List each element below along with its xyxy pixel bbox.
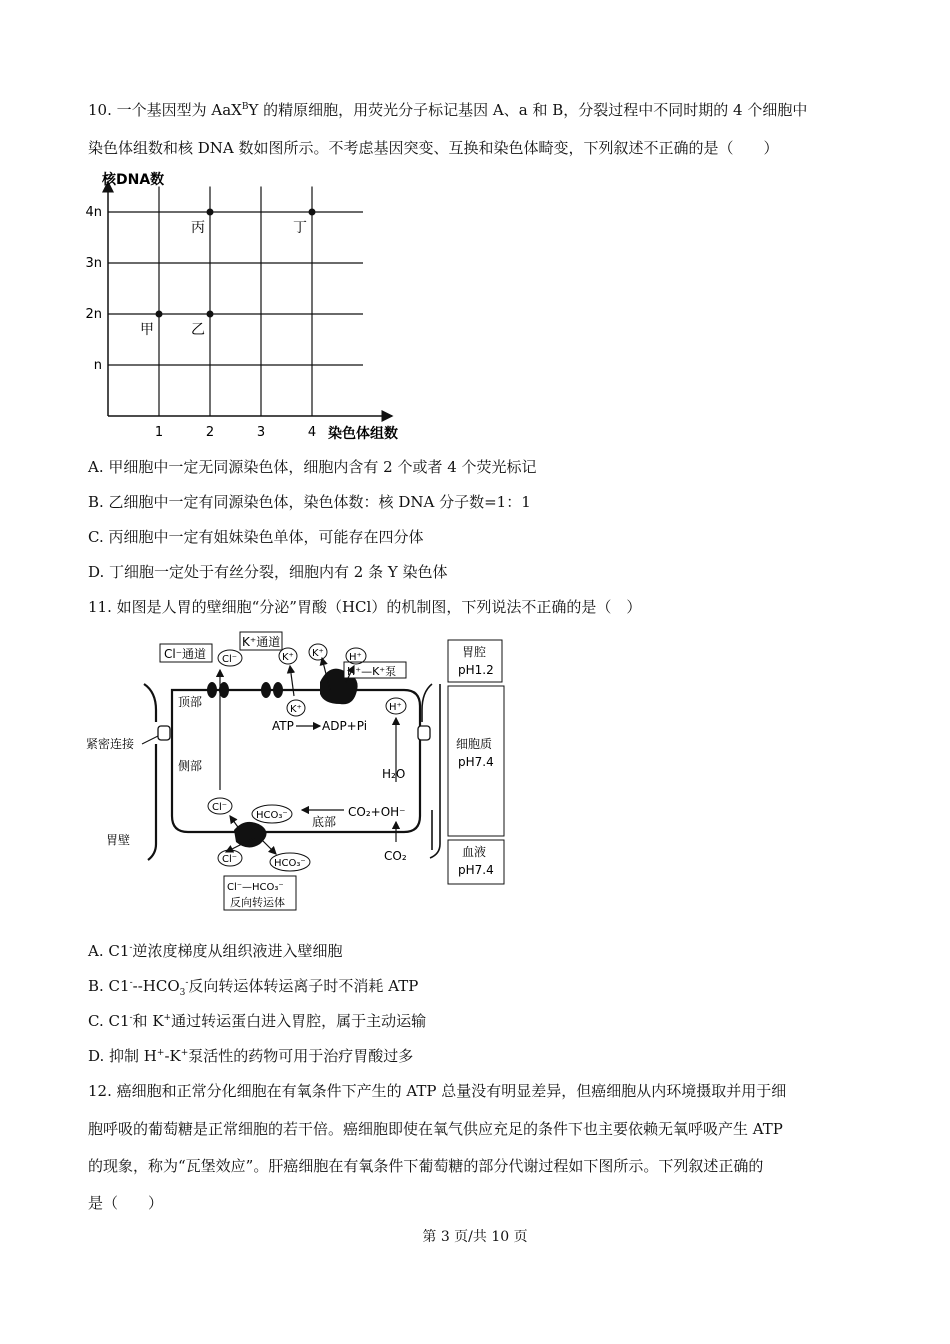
k-channel-label: K⁺通道 <box>242 635 281 649</box>
antiporter-label-2: 反向转运体 <box>230 896 285 909</box>
x-tick-label: 3 <box>256 425 266 440</box>
point-label: 甲 <box>140 322 154 338</box>
q11-option-a: A. C1-逆浓度梯度从组织液进入壁细胞 <box>88 942 343 960</box>
tight-junction-left <box>158 726 170 740</box>
y-tick-label: 4n <box>85 205 102 220</box>
q12-stem-line1: 12. 癌细胞和正常分化细胞在有氧条件下产生的 ATP 总量没有明显差异，但癌细胞从内环境摄取并用于细 <box>88 1082 787 1100</box>
atp-label: ATP <box>272 719 294 733</box>
h2o-label: H₂O <box>382 767 406 781</box>
hco3-inside: HCO₃⁻ <box>256 810 288 821</box>
data-point <box>207 311 214 318</box>
point-label: 乙 <box>191 322 205 338</box>
q12-stem-line4: 是（ ） <box>88 1194 164 1212</box>
data-point <box>309 209 316 216</box>
q10-option-b: B. 乙细胞中一定有同源染色体，染色体数：核 DNA 分子数=1：1 <box>88 493 531 511</box>
hco3-blood: HCO₃⁻ <box>274 858 306 869</box>
pump-label: H⁺—K⁺泵 <box>347 665 397 678</box>
co2-oh-label: CO₂+OH⁻ <box>348 805 406 819</box>
blood-ph: pH7.4 <box>458 863 494 877</box>
x-axis-label: 染色体组数 <box>328 426 398 442</box>
y-tick-label: n <box>93 358 102 373</box>
data-point <box>156 311 163 318</box>
antiporter-label-1: Cl⁻—HCO₃⁻ <box>227 882 284 893</box>
y-axis-label: 核DNA数 <box>102 172 165 188</box>
q11-stem: 11. 如图是人胃的壁细胞“分泌”胃酸（HCl）的机制图，下列说法不正确的是（ ） <box>88 598 642 616</box>
x-tick-label: 4 <box>307 425 317 440</box>
dna-chromosome-chart <box>82 168 422 448</box>
top-label: 顶部 <box>178 695 203 709</box>
q11-option-c: C. C1-和 K+通过转运蛋白进入胃腔，属于主动运输 <box>88 1012 427 1030</box>
q10-option-a: A. 甲细胞中一定无同源染色体，细胞内含有 2 个或者 4 个荧光标记 <box>88 458 537 476</box>
page-footer: 第 3 页/共 10 页 <box>422 1229 528 1245</box>
cl-ion-blood: Cl⁻ <box>222 854 238 865</box>
point-label: 丙 <box>191 220 205 236</box>
k-ion-inside: K⁺ <box>290 704 302 715</box>
cl-ion-top: Cl⁻ <box>222 654 238 665</box>
k-ion-top: K⁺ <box>282 652 294 663</box>
q12-stem-line3: 的现象，称为“瓦堡效应”。肝癌细胞在有氧条件下葡萄糖的部分代谢过程如下图所示。下列叙述正确的 <box>88 1157 764 1175</box>
h-ion-outside: H⁺ <box>349 652 362 663</box>
q11-option-d: D. 抑制 H+-K+泵活性的药物可用于治疗胃酸过多 <box>88 1047 414 1065</box>
point-label: 丁 <box>293 220 307 236</box>
q11-option-b: B. $C1^---HCO_3^-$反向转运体转运离子时不消耗 ATP <box>88 977 419 998</box>
cl-channel-label: Cl⁻通道 <box>164 647 207 661</box>
lumen-label: 胃腔 <box>462 645 487 659</box>
q10-option-d: D. 丁细胞一定处于有丝分裂，细胞内有 2 条 Y 染色体 <box>88 563 448 581</box>
tight-junction-right <box>418 726 430 740</box>
parietal-cell-diagram <box>84 630 514 914</box>
data-point <box>207 209 214 216</box>
bottom-label: 底部 <box>312 815 337 829</box>
co2-label: CO₂ <box>384 849 407 863</box>
cytoplasm-ph: pH7.4 <box>458 755 494 769</box>
k-ion-outside: K⁺ <box>312 648 324 659</box>
q10-stem-line1: 10. 一个基因型为 AaX$^B$Y 的精原细胞，用荧光分子标记基因 A、a 和 B，分裂过程中不同时期的 4 个细胞中 <box>88 101 808 119</box>
wall-label: 胃壁 <box>106 833 131 847</box>
q10-option-c: C. 丙细胞中一定有姐妹染色单体，可能存在四分体 <box>88 528 424 546</box>
x-tick-label: 1 <box>154 425 164 440</box>
antiporter-shape <box>234 822 267 848</box>
cytoplasm-label: 细胞质 <box>456 737 493 751</box>
q10-stem-line2: 染色体组数和核 DNA 数如图所示。不考虑基因突变、互换和染色体畸变，下列叙述不正确的是（ ） <box>88 139 779 157</box>
x-tick-label: 2 <box>205 425 215 440</box>
side-label: 侧部 <box>178 759 203 773</box>
lumen-ph: pH1.2 <box>458 663 494 677</box>
k-channel-shape <box>261 682 271 698</box>
tight-junction-label: 紧密连接 <box>86 737 135 751</box>
y-tick-label: 2n <box>85 307 102 322</box>
h-ion-inside: H⁺ <box>389 702 402 713</box>
q11-diagram <box>84 630 514 918</box>
y-tick-label: 3n <box>85 256 102 271</box>
blood-label: 血液 <box>462 845 487 859</box>
adp-label: ADP+Pi <box>322 719 368 733</box>
cl-channel-shape <box>207 682 217 698</box>
q12-stem-line2: 胞呼吸的葡萄糖是正常细胞的若干倍。癌细胞即使在氧气供应充足的条件下也主要依赖无氧呼吸产生 ATP <box>88 1120 783 1138</box>
cl-ion-inside: Cl⁻ <box>212 802 228 813</box>
q10-chart <box>82 168 422 452</box>
